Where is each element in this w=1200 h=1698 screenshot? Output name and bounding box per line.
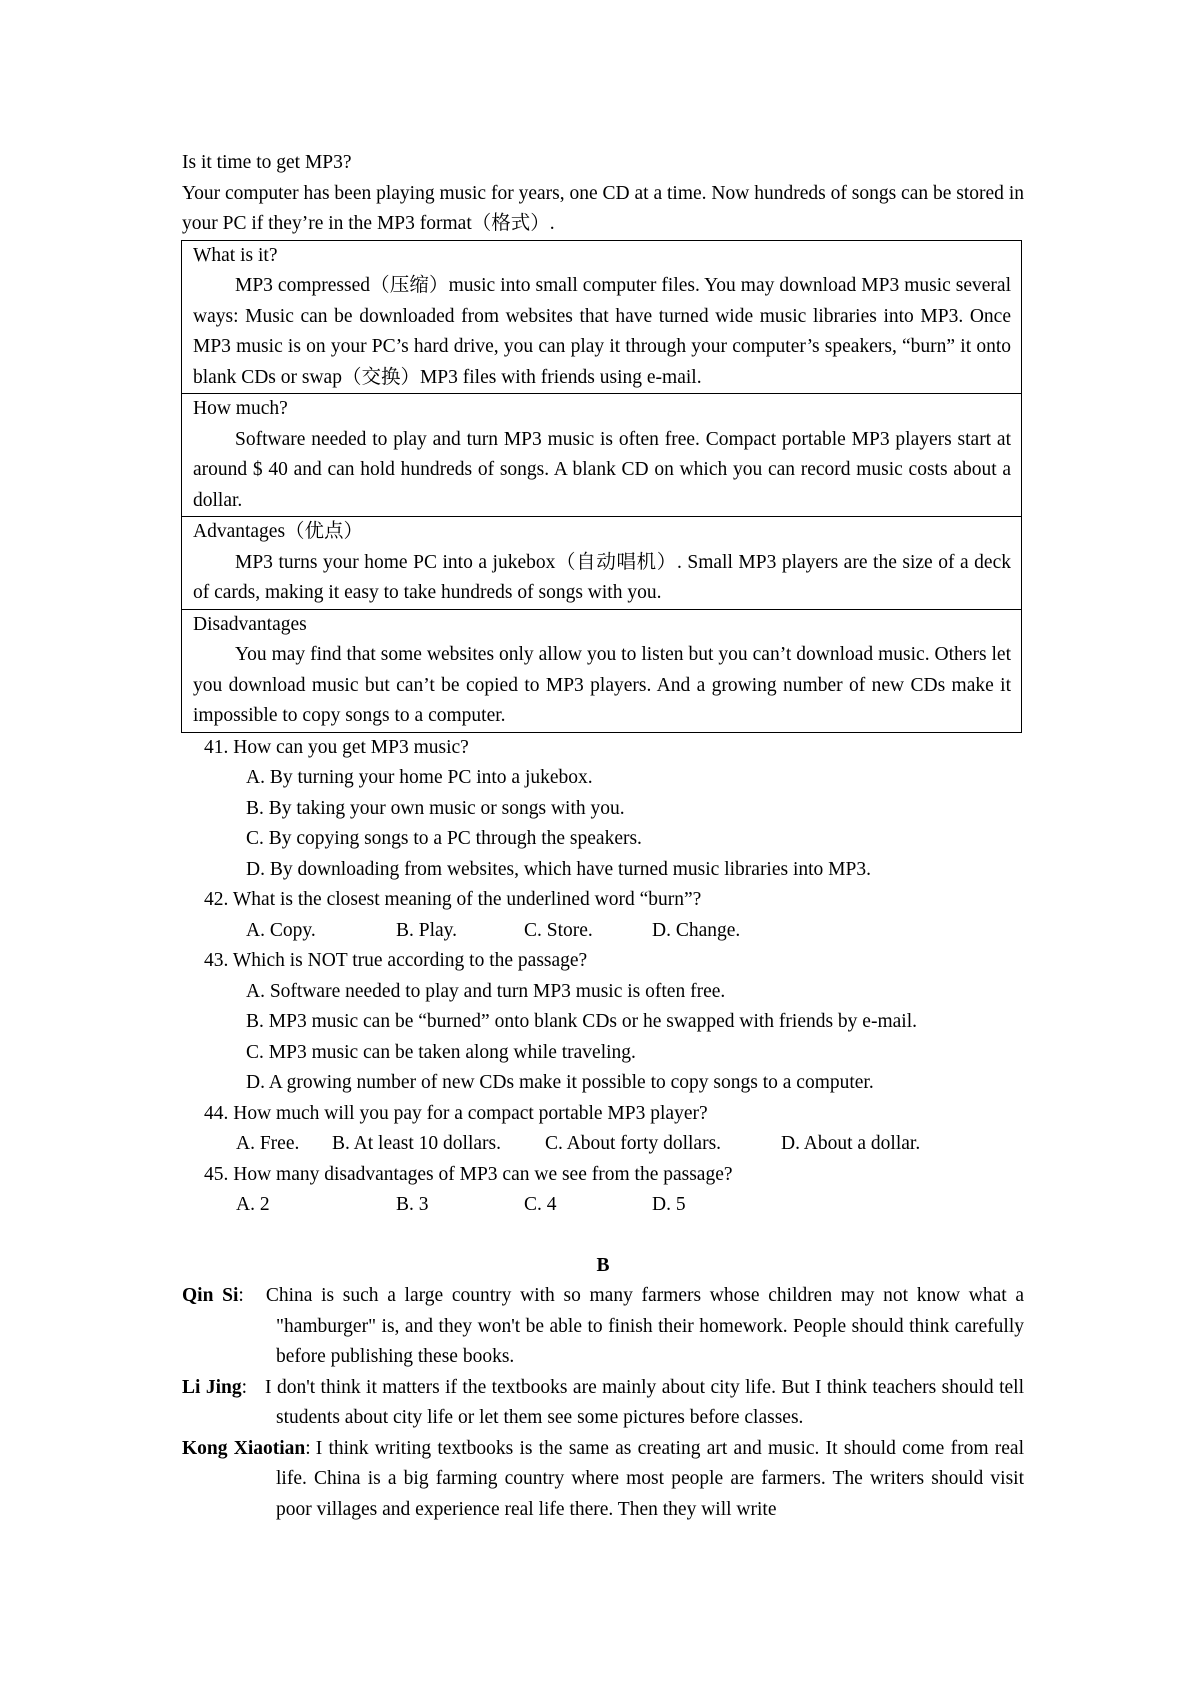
section-what-is-it [182,241,1021,395]
section-body: Software needed to play and turn MP3 music is often free. Compact portable MP3 players start at around $ 40 and can hold hundreds of songs. A blank CD on which you can record music costs about a dollar. [193,428,1011,511]
section-body: MP3 compressed（压缩）music into small computer files. You may download MP3 music several ways: Music can be downloaded from websites that have turned wide music libraries into MP3. Once MP3 music is on your PC’s hard drive, you can play it through your computer’s speakers, “burn” it onto blank CDs or swap（交换）MP3 files with friends using e-mail. [193,275,1011,388]
option-d: D. A growing number of new CDs make it possible to copy songs to a computer. [246,1072,874,1093]
question-43 [182,946,1024,1099]
question-42 [182,885,1024,946]
option-d: D. About a dollar. [781,1133,921,1154]
option-b: B. 3 [396,1194,429,1215]
section-body: MP3 turns your home PC into a jukebox（自动唱机）. Small MP3 players are the size of a deck of cards, making it easy to take hundreds of songs with you. [193,551,1011,603]
section-disadvantages [182,610,1021,732]
section-advantages [182,517,1021,610]
option-c: C. 4 [524,1194,557,1215]
question-stem: 43. Which is NOT true according to the passage? [204,950,588,971]
speaker-separator: : [305,1437,311,1459]
section-heading: Advantages（优点） [193,521,364,542]
speaker-name: Kong Xiaotian [182,1437,306,1459]
speaker-name: Li Jing [182,1376,242,1398]
speaker-separator: : [241,1376,248,1398]
speaker-text: I don't think it matters if the textbooks are mainly about city life. But I think teachers should tell students about city life or let them see some pictures before classes. [265,1376,1024,1428]
option-b: B. By taking your own music or songs with you. [246,797,625,819]
question-stem: 42. What is the closest meaning of the underlined word “burn”? [204,889,702,910]
question-41 [182,733,1024,886]
option-a: A. Copy. [246,919,316,941]
options-row [182,916,1024,947]
speaker-qin-si [182,1281,1024,1373]
info-table [181,240,1022,733]
option-a: A. Software needed to play and turn MP3 music is often free. [246,980,726,1002]
question-stem: 44. How much will you pay for a compact portable MP3 player? [204,1102,708,1124]
option-a: A. 2 [236,1194,270,1215]
speaker-text: I think writing textbooks is the same as creating art and music. It should come from real life. China is a big farming country where most people are farmers. The writers should visit poor villages and experience real life there. Then they will write [276,1437,1024,1520]
section-heading: What is it? [193,244,278,266]
option-a: A. Free. [236,1133,300,1154]
section-b-heading: B [596,1254,610,1276]
option-c: C. MP3 music can be taken along while traveling. [246,1041,636,1063]
option-d: D. 5 [652,1194,686,1215]
section-how-much [182,394,1021,517]
section-heading: How much? [193,398,288,419]
question-stem: 45. How many disadvantages of MP3 can we see from the passage? [204,1163,733,1185]
passage-title: Is it time to get MP3? [182,152,352,173]
options-row [182,1190,1024,1221]
option-c: C. By copying songs to a PC through the speakers. [246,828,642,849]
option-d: D. By downloading from websites, which have turned music libraries into MP3. [246,858,871,880]
options-row [182,1129,1024,1160]
speaker-separator: : [238,1285,244,1306]
option-c: C. About forty dollars. [545,1133,722,1154]
question-44 [182,1099,1024,1160]
option-b: B. At least 10 dollars. [332,1133,501,1154]
option-b: B. Play. [396,919,458,941]
section-heading: Disadvantages [193,613,307,635]
speaker-li-jing [182,1373,1024,1434]
question-45 [182,1160,1024,1221]
option-a: A. By turning your home PC into a jukebox. [246,767,593,788]
document-page [182,148,1024,1525]
option-c: C. Store. [524,919,593,941]
speaker-text: China is such a large country with so many farmers whose children may not know what a "hamburger" is, and they won't be able to finish their homework. People should think carefully before publishing these books. [265,1285,1024,1367]
question-stem: 41. How can you get MP3 music? [204,736,469,758]
passage-intro: Your computer has been playing music for years, one CD at a time. Now hundreds of songs can be stored in your PC if they’re in the MP3 format（格式）. [182,182,1024,234]
speaker-name: Qin Si [182,1285,239,1306]
speaker-kong-xiaotian [182,1434,1024,1526]
option-b: B. MP3 music can be “burned” onto blank CDs or he swapped with friends by e-mail. [246,1011,917,1032]
section-body: You may find that some websites only allow you to listen but you can’t download music. Others let you download music but can’t be copied to MP3 players. And a growing number of new CDs make it impossible to copy songs to a computer. [193,644,1011,726]
option-d: D. Change. [652,919,741,941]
